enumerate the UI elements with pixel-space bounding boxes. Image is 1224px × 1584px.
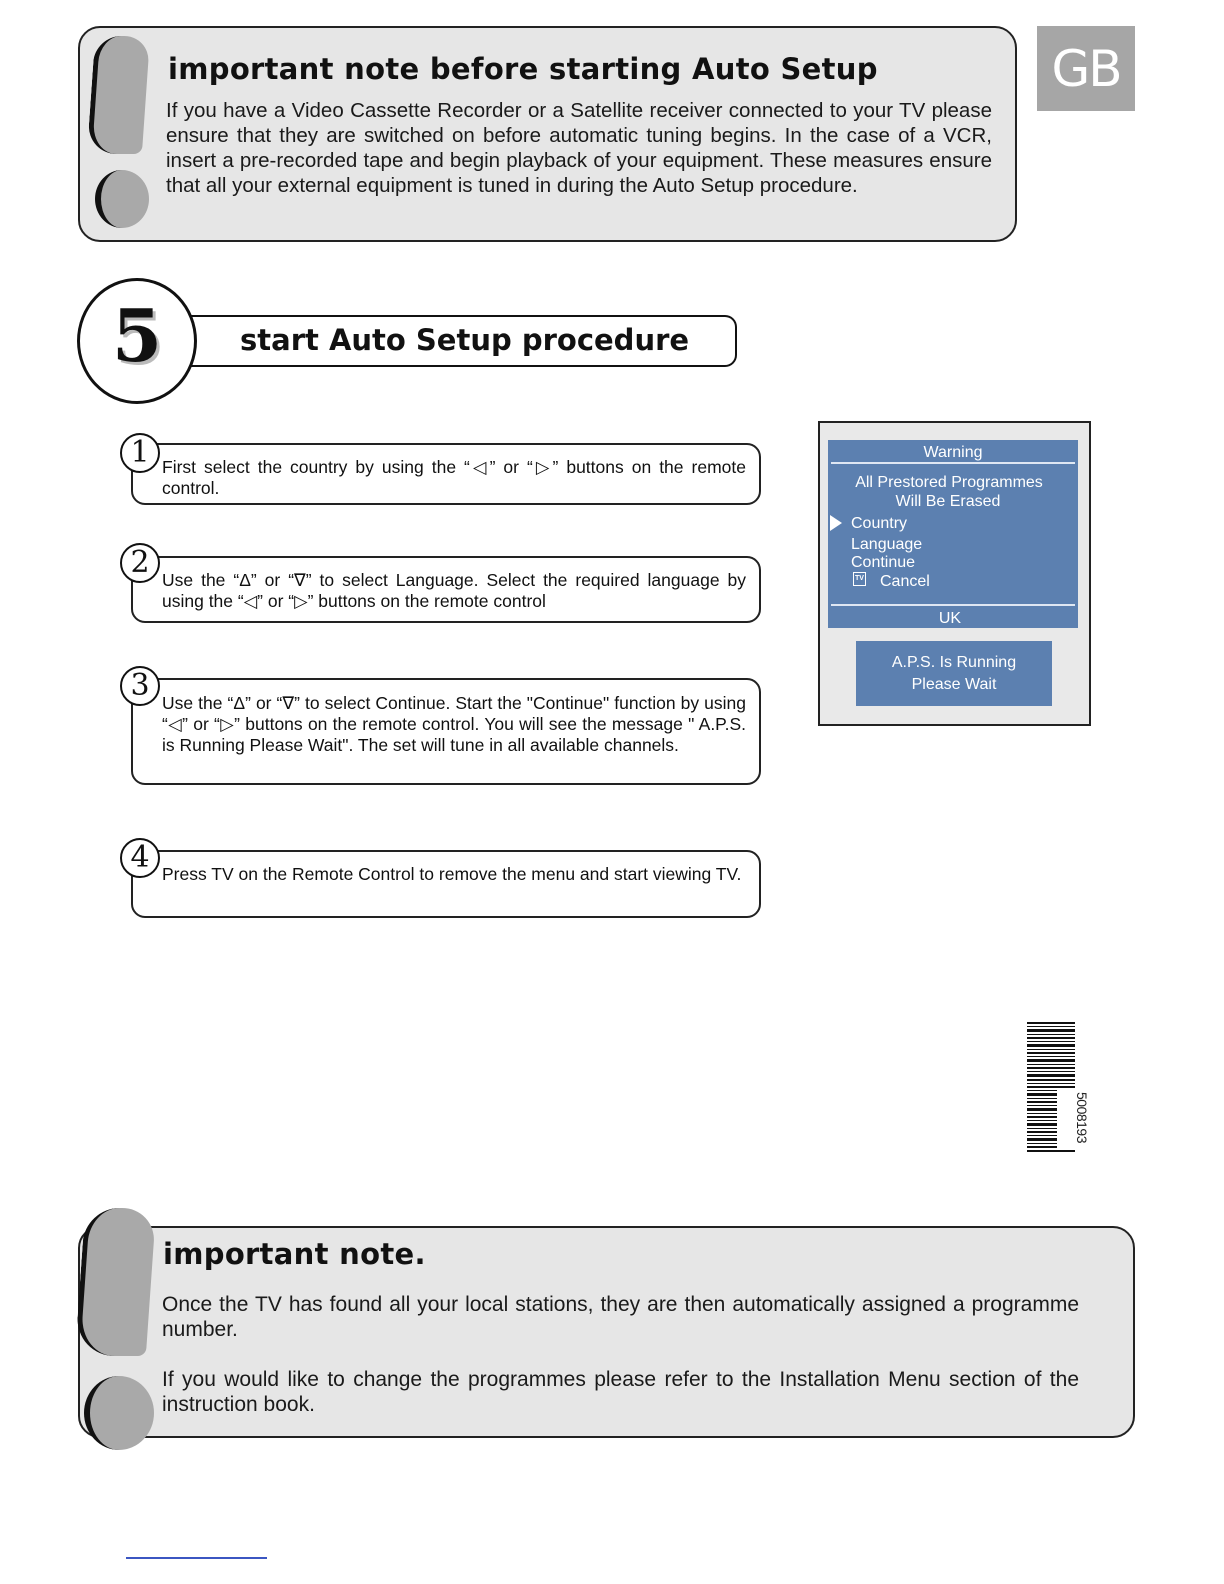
tv-icon: TV (853, 572, 866, 586)
barcode-number: 5008193 (1074, 1092, 1090, 1144)
top-note-text: If you have a Video Cassette Recorder or a Satellite receiver connected to your TV please ensure that they are switched on before automatic tuning begins. In the case of a VCR, insert a pre-recorded tape and begin playback of your equipment. These measures ensure that all your external equipment is tuned in during the Auto Setup procedure. (166, 99, 992, 197)
aps-status-line1: A.P.S. Is Running (891, 654, 1017, 671)
tv-menu-footer: UK (938, 610, 962, 627)
substep-3-number: 3 (120, 666, 160, 706)
substep-3-text: Use the “Δ” or “∇” to select Continue. Start the "Continue" function by using “◁” or “▷” buttons on the remote control. You will see the message " A.P.S. is Running Please Wait". The set will tune in all available channels. (162, 693, 746, 755)
exclamation-dot-icon (95, 170, 149, 228)
tv-menu-message-line2: Will Be Erased (895, 493, 1001, 510)
tv-menu-divider-bottom (831, 604, 1075, 606)
substep-4-number: 4 (120, 838, 160, 878)
tv-menu-message-line1: All Prestored Programmes (855, 474, 1043, 491)
substep-4-text: Press TV on the Remote Control to remove the menu and start viewing TV. (162, 864, 742, 884)
footer-divider (126, 1557, 267, 1559)
bottom-note-text (162, 1292, 1079, 1417)
tv-menu-divider (831, 462, 1075, 464)
barcode-icon (1027, 1022, 1077, 1152)
exclamation-dot-icon-bottom (84, 1376, 154, 1450)
tv-menu-item-continue[interactable]: Continue (851, 554, 916, 571)
bottom-note-title: important note. (163, 1237, 426, 1271)
substep-1-text: First select the country by using the “◁” or “▷” buttons on the remote control. (162, 457, 746, 498)
exclamation-icon (87, 36, 150, 154)
tv-menu-item-cancel[interactable]: Cancel (880, 573, 930, 590)
top-note-title: important note before starting Auto Setup (168, 52, 878, 86)
aps-status-line2: Please Wait (911, 676, 997, 693)
bottom-note-paragraph-2: If you would like to change the programmes please refer to the Installation Menu section of the instruction book. (162, 1368, 1079, 1416)
tv-menu-panel (828, 440, 1078, 628)
substep-2-number: 2 (120, 543, 160, 583)
language-badge: GB (1037, 26, 1135, 111)
step-number: 5 (111, 293, 163, 378)
tv-menu-item-country[interactable]: Country (851, 515, 908, 532)
tv-menu-item-language[interactable]: Language (851, 536, 923, 553)
exclamation-icon-bottom (75, 1208, 156, 1356)
selection-pointer-icon (830, 515, 842, 531)
substep-1-number: 1 (120, 433, 160, 473)
aps-status-box (856, 641, 1052, 706)
step-title: start Auto Setup procedure (240, 323, 690, 357)
substep-2-text: Use the “Δ” or “∇” to select Language. Select the required language by using the “◁” or “▷” buttons on the remote control (162, 570, 746, 611)
bottom-note-paragraph-1: Once the TV has found all your local stations, they are then automatically assigned a programme number. (162, 1293, 1079, 1341)
step-number-circle (77, 278, 197, 404)
tv-menu-header: Warning (923, 444, 983, 461)
